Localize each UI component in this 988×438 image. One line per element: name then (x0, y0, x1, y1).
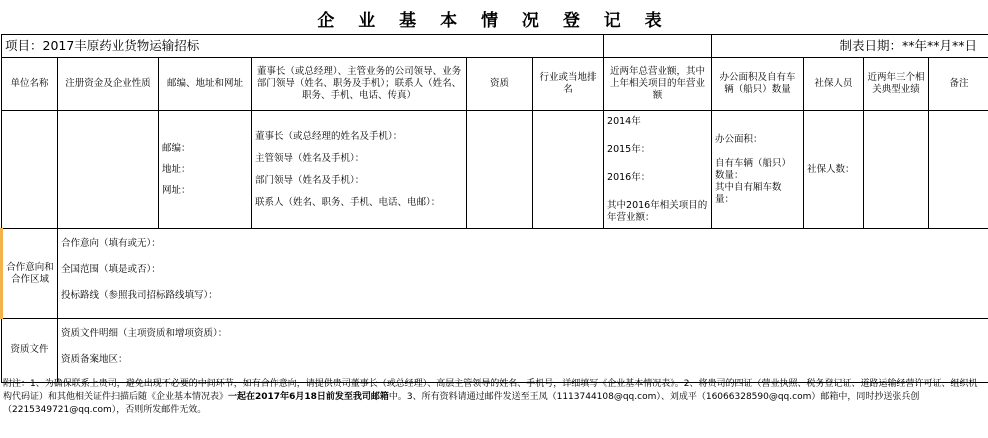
leaders-cell[interactable] (252, 111, 467, 229)
cooperation-row (2, 229, 988, 319)
social-count-label: 社保人数： (807, 163, 855, 175)
own-vehicles-label: 自有车辆（船只）数量： (715, 157, 792, 181)
remarks-cell[interactable] (929, 111, 988, 229)
cooperation-content[interactable] (58, 229, 988, 319)
related-2016-label: 其中2016年相关项目的年营业额： (607, 199, 708, 223)
capital-cell[interactable] (58, 111, 159, 229)
project-name: 项目：2017丰原药业货物运输招标 (2, 35, 604, 58)
cooperation-label: 合作意向和合作区域 (2, 229, 58, 319)
office-area-label: 办公面积： (715, 134, 763, 145)
header-cell-revenue: 近两年总营业额，其中上年相关项目的年营业额 (604, 58, 712, 111)
registration-table (0, 34, 988, 383)
project-blank (604, 35, 712, 58)
header-row (2, 58, 988, 111)
website-label: 网址： (162, 184, 191, 196)
coop-national-label: 全国范围（填是或否）： (61, 264, 161, 276)
footnote-deadline: 一起在2017年6月18日前发至我司邮箱 (228, 392, 389, 403)
header-cell-performance: 近两年三个相关典型业绩 (864, 58, 929, 111)
header-cell-remarks: 备注 (929, 58, 988, 111)
qualification-docs-row (2, 319, 988, 383)
address-cell[interactable] (159, 111, 252, 229)
postcode-label: 邮编： (162, 142, 191, 154)
year-2015-label: 2015年： (607, 143, 651, 155)
header-cell-address: 邮编、地址和网址 (159, 58, 252, 111)
header-cell-office: 办公面积及自有车辆（船只）数量 (712, 58, 804, 111)
year-2014-label: 2014年 (607, 116, 641, 127)
form-title: 企 业 基 本 情 况 登 记 表 (317, 11, 671, 31)
company-name-cell[interactable] (2, 111, 58, 229)
qual-details-label: 资质文件明细（主项资质和增项资质）： (61, 328, 228, 339)
header-cell-qualification: 资质 (467, 58, 533, 111)
supervisor-label: 主管领导（姓名及手机）： (255, 152, 365, 164)
form-date: 制表日期：**年**月**日 (712, 35, 988, 58)
chairman-label: 董事长（或总经理的姓名及手机）： (255, 130, 403, 142)
year-2016-label: 2016年： (607, 171, 651, 183)
social-cell[interactable] (804, 111, 864, 229)
qual-region-label: 资质备案地区： (61, 353, 128, 365)
header-cell-social: 社保人员 (804, 58, 864, 111)
footnote-part1: 附注：1、为确保联系上贵司，避免出现不必要的中间环节，如有合作意向，请提供贵司董事长（或总经理）、高层主管领导的姓名、手机号，详细填写《企业基本情况表》。2、将贵司的四证（营业执照、税务登记证、道路运输经营许可证、组织机构代码证）和其他相关证件扫描后随《企业基本情况表》 (3, 379, 978, 403)
header-cell-ranking: 行业或当地排名 (533, 58, 604, 111)
performance-cell[interactable] (864, 111, 929, 229)
footnote-part2: 中。3、所有资料请通过邮件发送至王凤（1113744108@qq.com）、刘成平（16066328590@qq.com）邮箱中，同时抄送张兵创（2215349721@qq.com），否则所发邮件无效。 (3, 392, 920, 416)
coop-route-label: 投标路线（参照我司招标路线填写）： (61, 290, 218, 302)
ranking-cell[interactable] (533, 111, 604, 229)
header-cell-capital: 注册资金及企业性质 (58, 58, 159, 111)
dept-leader-label: 部门领导（姓名及手机）： (255, 174, 365, 186)
company-data-row (2, 111, 988, 229)
header-cell-company: 单位名称 (2, 58, 58, 111)
rented-vehicles-label: 其中自有厢车数量： (715, 181, 782, 205)
office-cell[interactable] (712, 111, 804, 229)
qualification-docs-content[interactable] (58, 319, 988, 383)
contact-label: 联系人（姓名、职务、手机、电话、电邮）： (255, 196, 441, 208)
footnote (3, 378, 985, 417)
qualification-cell[interactable] (467, 111, 533, 229)
revenue-cell[interactable] (604, 111, 712, 229)
address-label: 地址： (162, 163, 191, 175)
qualification-docs-label: 资质文件 (2, 319, 58, 383)
project-row (2, 35, 988, 58)
coop-intent-label: 合作意向（填有或无）： (61, 238, 161, 250)
header-cell-leaders: 董事长（或总经理）、主管业务的公司领导、业务部门领导（姓名、职务及手机）；联系人（姓名、职务、手机、电话、传真） (252, 58, 467, 111)
